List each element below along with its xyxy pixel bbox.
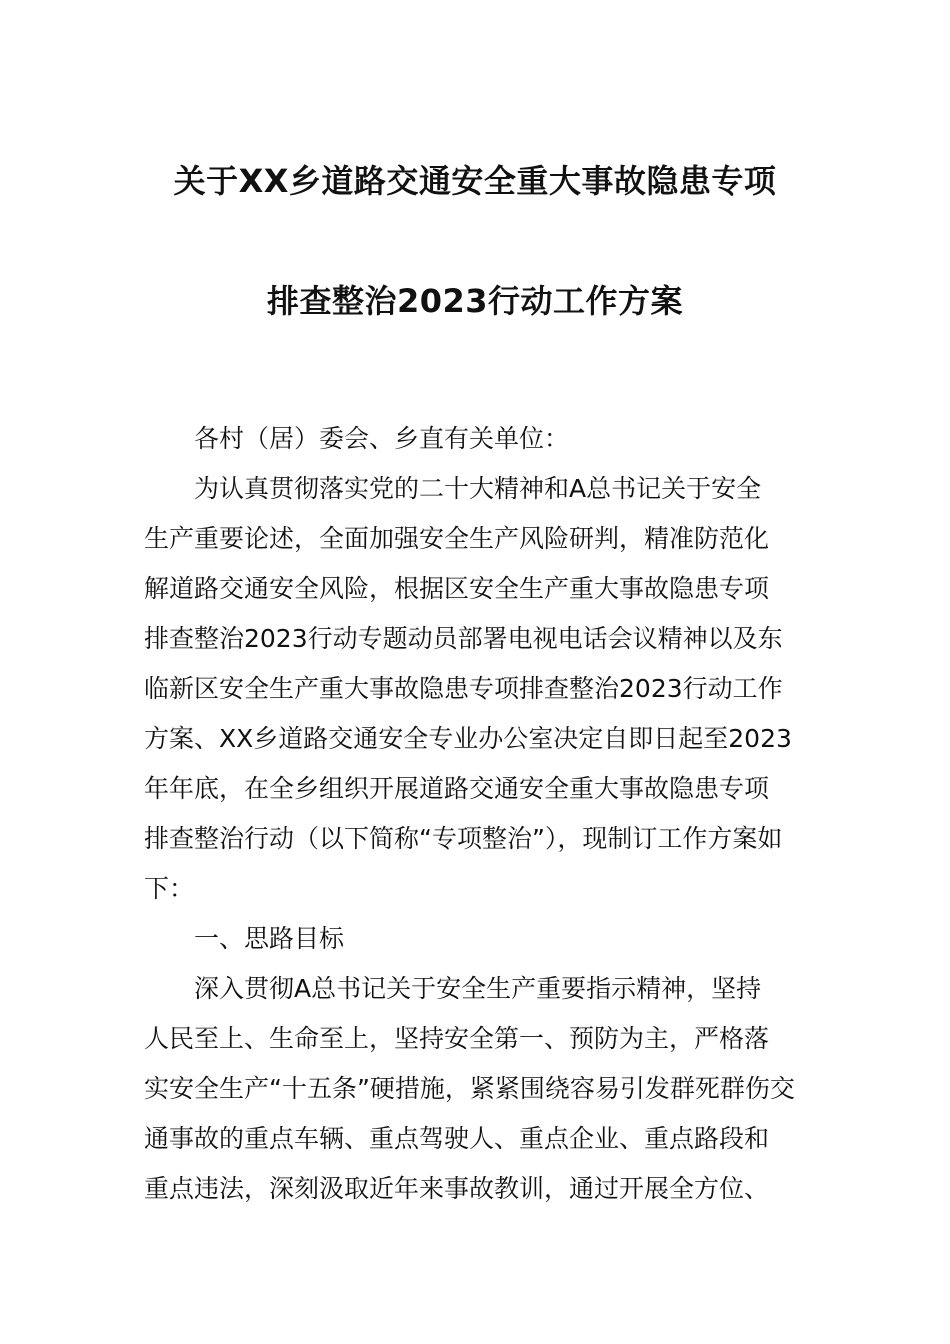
paragraph-line: 通事故的重点车辆、重点驾驶人、重点企业、重点路段和 bbox=[144, 1124, 770, 1153]
paragraph-line: 为认真贯彻落实党的二十大精神和A总书记关于安全 bbox=[194, 474, 762, 503]
section-heading: 一、思路目标 bbox=[194, 924, 345, 953]
paragraph-line: 下： bbox=[144, 874, 195, 903]
paragraph-line: 解道路交通安全风险，根据区安全生产重大事故隐患专项 bbox=[144, 574, 770, 603]
salutation: 各村（居）委会、乡直有关单位： bbox=[194, 424, 570, 453]
paragraph-line: 重点违法，深刻汲取近年来事故教训，通过开展全方位、 bbox=[144, 1174, 770, 1203]
document-title-line-1: 关于XX乡道路交通安全重大事故隐患专项 bbox=[173, 162, 777, 200]
paragraph-line: 排查整治2023行动专题动员部署电视电话会议精神以及东 bbox=[144, 624, 783, 653]
paragraph-line: 方案、XX乡道路交通安全专业办公室决定自即日起至2023 bbox=[144, 724, 792, 753]
paragraph-line: 临新区安全生产重大事故隐患专项排查整治2023行动工作 bbox=[144, 674, 783, 703]
paragraph-line: 深入贯彻A总书记关于安全生产重要指示精神，坚持 bbox=[194, 974, 762, 1003]
paragraph-line: 年年底，在全乡组织开展道路交通安全重大事故隐患专项 bbox=[144, 774, 770, 803]
paragraph-line: 实安全生产“十五条”硬措施，紧紧围绕容易引发群死群伤交 bbox=[144, 1074, 795, 1103]
document-title-line-2: 排查整治2023行动工作方案 bbox=[266, 282, 684, 320]
paragraph-line: 生产重要论述，全面加强安全生产风险研判，精准防范化 bbox=[144, 524, 770, 553]
paragraph-line: 排查整治行动（以下简称“专项整治”），现制订工作方案如 bbox=[144, 824, 783, 853]
paragraph-line: 人民至上、生命至上，坚持安全第一、预防为主，严格落 bbox=[144, 1024, 770, 1053]
